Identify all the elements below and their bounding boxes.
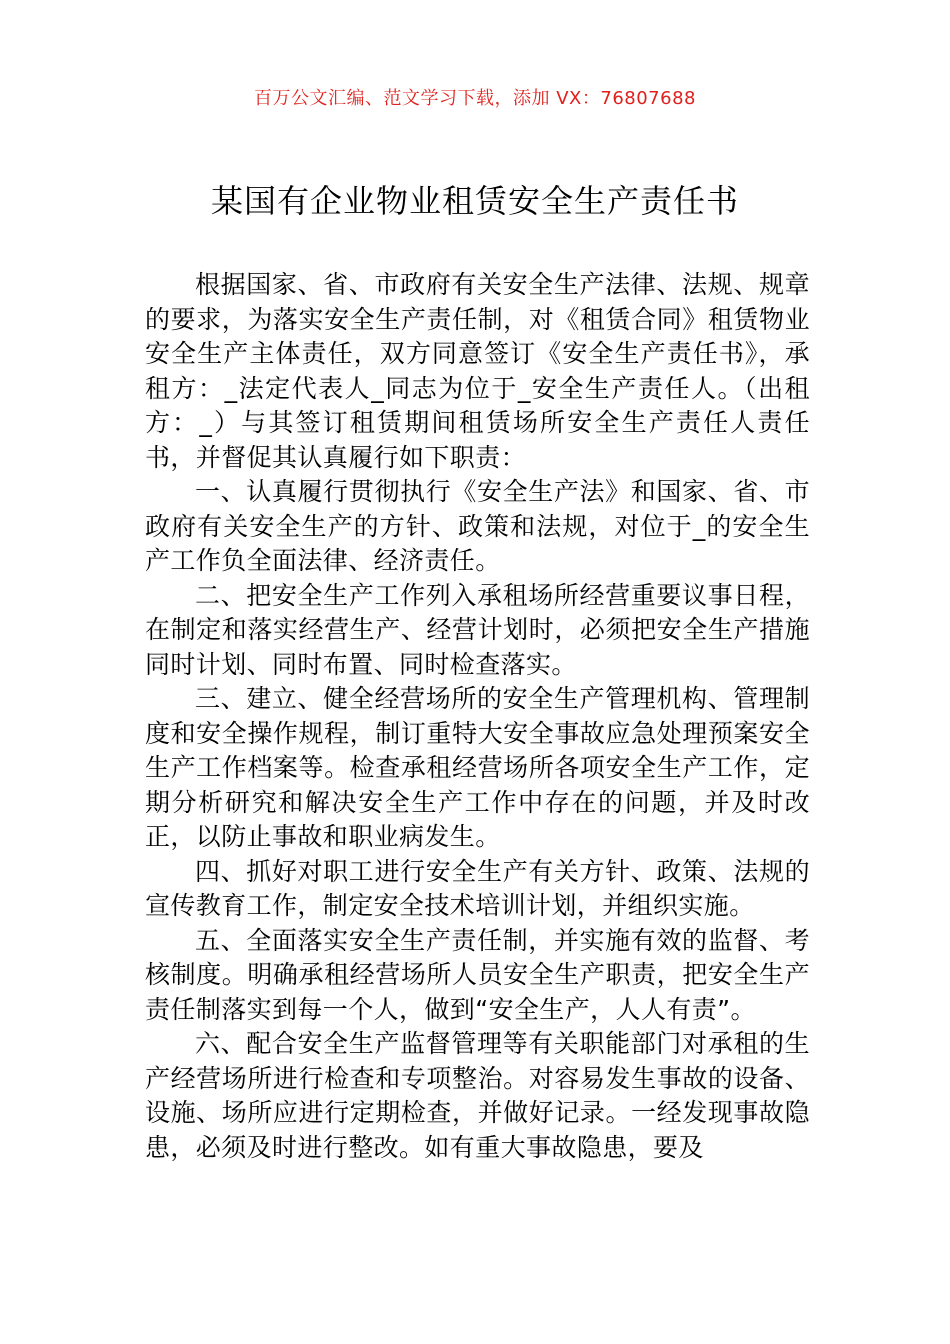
paragraph-item-3: 三、建立、健全经营场所的安全生产管理机构、管理制度和安全操作规程，制订重特大安全事故应急处理预案安全生产工作档案等。检查承租经营场所各项安全生产工作，定期分析研究和解决安全生产工作中存在的问题，并及时改正，以防止事故和职业病发生。 bbox=[145, 684, 810, 851]
paragraph-item-1: 一、认真履行贯彻执行《安全生产法》和国家、省、市政府有关安全生产的方针、政策和法规，对位于_的安全生产工作负全面法律、经济责任。 bbox=[145, 477, 810, 575]
paragraph-item-5: 五、全面落实安全生产责任制，并实施有效的监督、考核制度。明确承租经营场所人员安全生产职责，把安全生产责任制落实到每一个人，做到“安全生产，人人有责”。 bbox=[145, 925, 810, 1024]
paragraph-intro: 根据国家、省、市政府有关安全生产法律、法规、规章的要求，为落实安全生产责任制，对《租赁合同》租赁物业安全生产主体责任，双方同意签订《安全生产责任书》，承租方：_法定代表人_同志为位于_安全生产责任人。（出租方：_）与其签订租赁期间租赁场所安全生产责任人责任书，并督促其认真履行如下职责： bbox=[145, 270, 810, 472]
document-title: 某国有企业物业租赁安全生产责任书 bbox=[210, 182, 739, 220]
paragraph-item-2: 二、把安全生产工作列入承租场所经营重要议事日程，在制定和落实经营生产、经营计划时，必须把安全生产措施同时计划、同时布置、同时检查落实。 bbox=[145, 580, 810, 679]
header-note: 百万公文汇编、范文学习下载，添加 VX：76807688 bbox=[254, 88, 696, 109]
paragraph-item-4: 四、抓好对职工进行安全生产有关方针、政策、法规的宣传教育工作，制定安全技术培训计划，并组织实施。 bbox=[145, 856, 810, 920]
paragraph-item-6: 六、配合安全生产监督管理等有关职能部门对承租的生产经营场所进行检查和专项整治。对容易发生事故的设备、设施、场所应进行定期检查，并做好记录。一经发现事故隐患，必须及时进行整改。如有重大事故隐患，要及 bbox=[145, 1029, 810, 1162]
document-body bbox=[145, 268, 810, 1165]
